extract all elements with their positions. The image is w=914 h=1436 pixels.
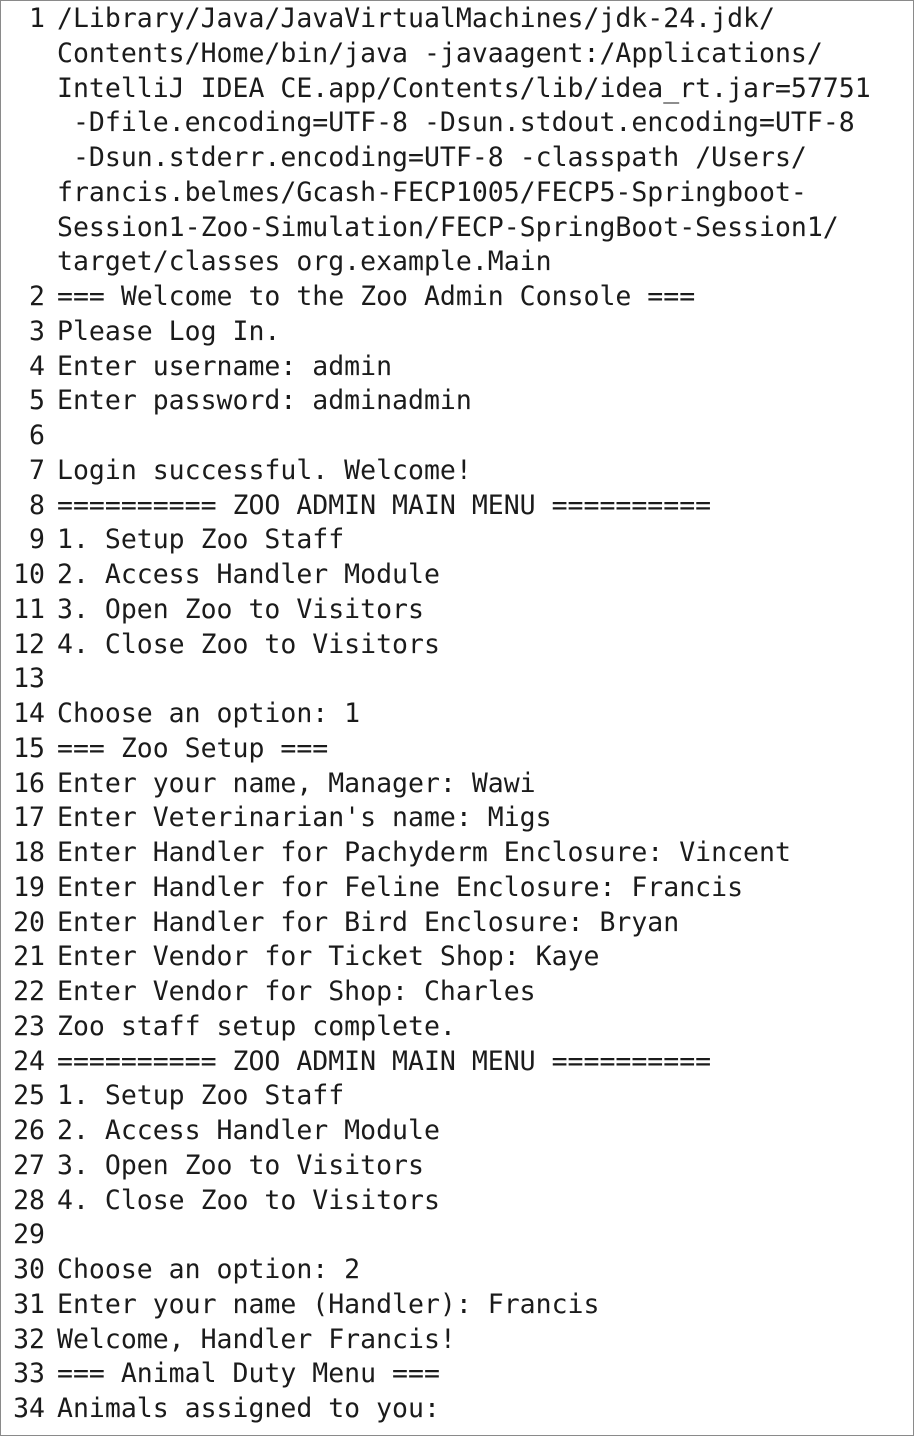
line-number: 25 bbox=[13, 1080, 45, 1112]
console-line bbox=[1, 836, 913, 871]
console-line bbox=[1, 975, 913, 1010]
line-text: 2. Access Handler Module bbox=[57, 559, 440, 590]
console-line bbox=[1, 315, 913, 350]
line-text: Animals assigned to you: bbox=[57, 1393, 440, 1424]
line-number: 5 bbox=[29, 385, 45, 417]
line-number: 9 bbox=[29, 524, 45, 556]
line-number: 27 bbox=[13, 1149, 45, 1181]
console-line bbox=[1, 1010, 913, 1045]
line-number: 10 bbox=[13, 559, 45, 590]
console-line bbox=[1, 489, 913, 524]
line-number: 4 bbox=[29, 350, 45, 382]
line-text: === Animal Duty Menu === bbox=[57, 1358, 440, 1390]
line-number: 21 bbox=[13, 941, 45, 973]
console-line bbox=[1, 662, 913, 697]
console-line bbox=[1, 419, 913, 454]
console-line bbox=[1, 593, 913, 628]
console-line bbox=[1, 628, 913, 663]
line-text: Choose an option: 1 bbox=[57, 698, 361, 729]
line-text: 3. Open Zoo to Visitors bbox=[57, 1149, 424, 1181]
line-text: Enter Handler for Bird Enclosure: Bryan bbox=[57, 906, 680, 938]
line-text: Zoo staff setup complete. bbox=[57, 1010, 456, 1042]
line-number: 15 bbox=[13, 732, 45, 764]
line-number: 17 bbox=[13, 802, 45, 834]
line-text: Enter Veterinarian's name: Migs bbox=[57, 802, 552, 834]
line-number: 11 bbox=[13, 593, 45, 625]
line-number: 8 bbox=[29, 489, 45, 521]
console-line bbox=[1, 1045, 913, 1080]
line-number: 30 bbox=[13, 1254, 45, 1285]
line-number: 18 bbox=[13, 837, 45, 868]
line-number: 20 bbox=[13, 906, 45, 938]
console-line bbox=[1, 906, 913, 941]
line-text: Choose an option: 2 bbox=[57, 1254, 361, 1285]
line-text: Enter password: adminadmin bbox=[57, 385, 472, 417]
line-number: 2 bbox=[29, 281, 45, 312]
console-line bbox=[1, 280, 913, 315]
line-text: 1. Setup Zoo Staff bbox=[57, 1080, 345, 1112]
line-text: Enter Handler for Pachyderm Enclosure: Vincent bbox=[57, 837, 791, 868]
line-number: 12 bbox=[13, 628, 45, 660]
line-text: Enter username: admin bbox=[57, 350, 393, 382]
console-line bbox=[1, 1184, 913, 1219]
line-number: 13 bbox=[13, 663, 45, 695]
console-line bbox=[1, 1253, 913, 1288]
line-text: 2. Access Handler Module bbox=[57, 1115, 440, 1146]
console-line bbox=[1, 871, 913, 906]
console-line bbox=[1, 454, 913, 489]
console-line bbox=[1, 732, 913, 767]
line-number: 33 bbox=[13, 1358, 45, 1390]
console-line bbox=[1, 1288, 913, 1323]
console-line bbox=[1, 1323, 913, 1358]
line-text: Login successful. Welcome! bbox=[57, 454, 472, 486]
console-line bbox=[1, 558, 913, 593]
console-line bbox=[1, 1357, 913, 1392]
console-line bbox=[1, 1149, 913, 1184]
line-text: Enter your name, Manager: Wawi bbox=[57, 767, 536, 799]
console-line bbox=[1, 350, 913, 385]
line-number: 7 bbox=[29, 454, 45, 486]
line-number: 1 bbox=[29, 3, 45, 34]
line-number: 24 bbox=[13, 1045, 45, 1077]
console-lines bbox=[1, 2, 913, 1427]
line-text: ========== ZOO ADMIN MAIN MENU ========== bbox=[57, 1045, 712, 1077]
line-text: 4. Close Zoo to Visitors bbox=[57, 628, 440, 660]
line-number: 3 bbox=[29, 315, 45, 347]
line-number: 19 bbox=[13, 871, 45, 903]
console-line bbox=[1, 384, 913, 419]
console-line bbox=[1, 767, 913, 802]
line-number: 31 bbox=[13, 1288, 45, 1320]
line-text: === Welcome to the Zoo Admin Console === bbox=[57, 281, 696, 312]
line-text: ========== ZOO ADMIN MAIN MENU ========== bbox=[57, 489, 712, 521]
console-line bbox=[1, 697, 913, 732]
line-number: 6 bbox=[29, 420, 45, 451]
line-text: /Library/Java/JavaVirtualMachines/jdk-24.jdk/ Contents/Home/bin/java -javaagent:/Applications/ IntelliJ IDEA CE.app/Contents/lib/idea_rt.jar=57751 -Dfile.encoding=UTF-8 -Dsun.stdout.encoding=UTF-8 -Dsun.stderr.encoding=UTF-8 -classpath /Users/ francis.belmes/Gcash-FECP1005/FECP5-Springboot- Session1-Zoo-Simulation/FECP-SpringBoot-Session1/ target/classes org.example.Main bbox=[57, 3, 871, 278]
line-number: 16 bbox=[13, 767, 45, 799]
console-line bbox=[1, 940, 913, 975]
line-number: 26 bbox=[13, 1115, 45, 1146]
line-text: === Zoo Setup === bbox=[57, 732, 329, 764]
line-number: 28 bbox=[13, 1184, 45, 1216]
console-line bbox=[1, 1392, 913, 1427]
console-line bbox=[1, 523, 913, 558]
console-line bbox=[1, 801, 913, 836]
console-line bbox=[1, 2, 913, 280]
line-number: 34 bbox=[13, 1393, 45, 1424]
line-text: Please Log In. bbox=[57, 315, 281, 347]
line-number: 23 bbox=[13, 1010, 45, 1042]
line-number: 14 bbox=[13, 698, 45, 729]
line-number: 22 bbox=[13, 976, 45, 1007]
console-line bbox=[1, 1114, 913, 1149]
line-text: Enter Vendor for Ticket Shop: Kaye bbox=[57, 941, 600, 973]
console-line bbox=[1, 1079, 913, 1114]
console-line bbox=[1, 1218, 913, 1253]
line-text: Enter Handler for Feline Enclosure: Francis bbox=[57, 871, 744, 903]
line-text: 3. Open Zoo to Visitors bbox=[57, 593, 424, 625]
line-number: 32 bbox=[13, 1323, 45, 1355]
line-text: 4. Close Zoo to Visitors bbox=[57, 1184, 440, 1216]
line-text: Enter your name (Handler): Francis bbox=[57, 1288, 600, 1320]
line-text: Enter Vendor for Shop: Charles bbox=[57, 976, 536, 1007]
line-number: 29 bbox=[13, 1219, 45, 1251]
line-text: 1. Setup Zoo Staff bbox=[57, 524, 345, 556]
line-text: Welcome, Handler Francis! bbox=[57, 1323, 456, 1355]
